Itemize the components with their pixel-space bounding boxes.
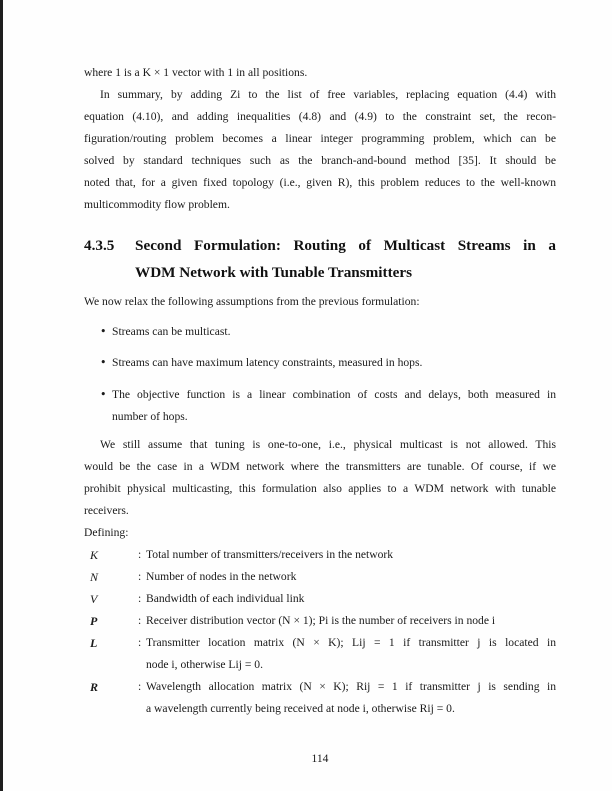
paragraph-line: prohibit physical multicasting, this formulation also applies to a WDM network with tunable bbox=[84, 482, 556, 495]
intro-line: where 1 is a K × 1 vector with 1 in all positions. bbox=[84, 66, 308, 79]
relax-intro: We now relax the following assumptions from the previous formulation: bbox=[84, 295, 420, 308]
bullet-item: The objective function is a linear combination of costs and delays, both measured in bbox=[112, 388, 556, 401]
bullet-item: Streams can have maximum latency constraints, measured in hops. bbox=[112, 356, 423, 369]
paragraph-line: figuration/routing problem becomes a linear integer programming problem, which can be bbox=[84, 132, 556, 145]
definition-symbol: P bbox=[90, 614, 98, 628]
page-number: 114 bbox=[311, 752, 329, 765]
definition-text-continued: a wavelength currently being received at node i, otherwise Rij = 0. bbox=[146, 702, 455, 715]
definition-colon: : bbox=[138, 592, 142, 605]
section-number: 4.3.5 bbox=[84, 237, 115, 254]
bullet-icon: • bbox=[100, 325, 107, 338]
definition-colon: : bbox=[138, 614, 142, 627]
paragraph-line: noted that, for a given fixed topology (i.e., given R), this problem reduces to the well-known bbox=[84, 176, 556, 189]
definition-symbol: V bbox=[90, 592, 98, 606]
paragraph-line: We still assume that tuning is one-to-one, i.e., physical multicast is not allowed. This bbox=[100, 438, 556, 451]
definition-symbol: K bbox=[90, 548, 99, 562]
definition-text: Wavelength allocation matrix (N × K); Rij = 1 if transmitter j is sending in bbox=[146, 680, 556, 693]
definition-colon: : bbox=[138, 636, 142, 649]
definition-text: Receiver distribution vector (N × 1); Pi is the number of receivers in node i bbox=[146, 614, 496, 627]
definition-colon: : bbox=[138, 570, 142, 583]
paragraph-line: would be the case in a WDM network where the transmitters are tunable. Of course, if we bbox=[84, 460, 556, 473]
definition-text: Bandwidth of each individual link bbox=[146, 592, 305, 605]
definition-symbol: L bbox=[90, 636, 98, 650]
definition-text: Number of nodes in the network bbox=[146, 570, 297, 583]
definition-colon: : bbox=[138, 548, 142, 561]
bullet-item: Streams can be multicast. bbox=[112, 325, 231, 338]
bullet-icon: • bbox=[100, 388, 107, 401]
definition-symbol: R bbox=[90, 680, 99, 694]
paragraph-line: multicommodity flow problem. bbox=[84, 198, 230, 211]
defining-label: Defining: bbox=[84, 526, 129, 539]
definition-text-continued: node i, otherwise Lij = 0. bbox=[146, 658, 263, 671]
paragraph-line: equation (4.10), and adding inequalities (4.8) and (4.9) to the constraint set, the recon- bbox=[84, 110, 556, 123]
bullet-icon: • bbox=[100, 356, 107, 369]
section-title-line2: WDM Network with Tunable Transmitters bbox=[135, 264, 413, 281]
paragraph-line: solved by standard techniques such as the branch-and-bound method [35]. It should be bbox=[84, 154, 556, 167]
definition-colon: : bbox=[138, 680, 142, 693]
bullet-item-continued: number of hops. bbox=[112, 410, 188, 423]
paragraph-line: In summary, by adding Zi to the list of free variables, replacing equation (4.4) with bbox=[100, 88, 556, 101]
definition-text: Total number of transmitters/receivers in the network bbox=[146, 548, 394, 561]
scan-border bbox=[0, 0, 3, 791]
section-title-line1: Second Formulation: Routing of Multicast Streams in a bbox=[135, 237, 556, 254]
definition-symbol: N bbox=[90, 570, 99, 584]
definition-text: Transmitter location matrix (N × K); Lij = 1 if transmitter j is located in bbox=[146, 636, 556, 649]
paragraph-line: receivers. bbox=[84, 504, 129, 517]
